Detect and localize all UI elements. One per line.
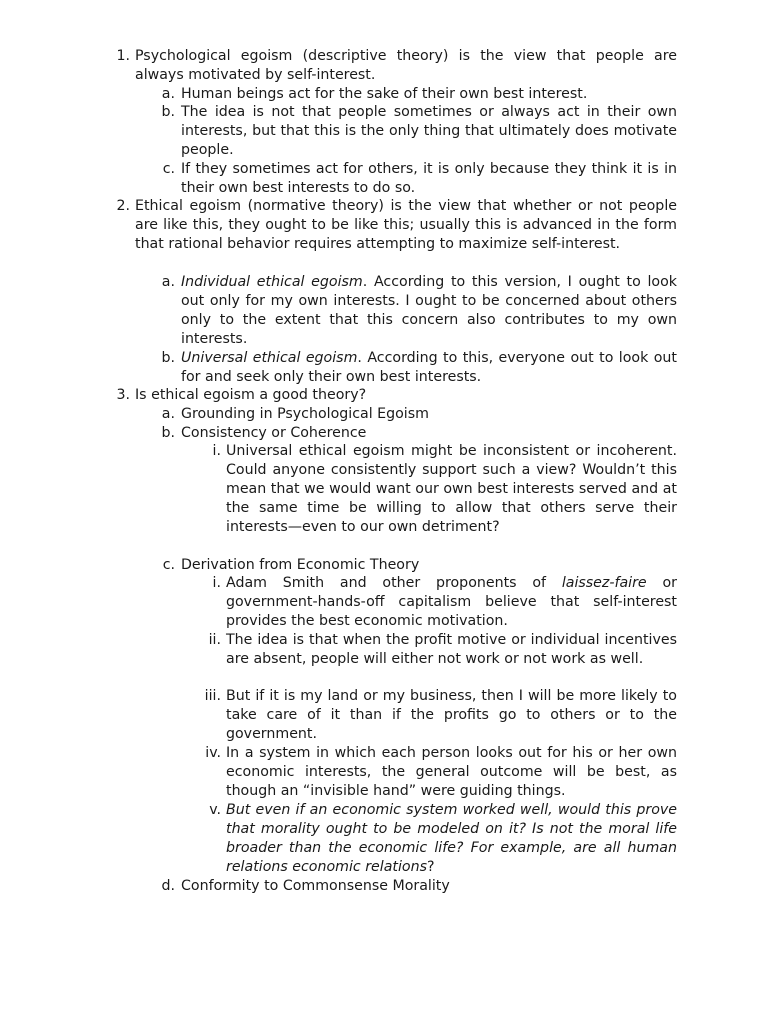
list-item xyxy=(0,273,768,347)
list-item-text: Universal ethical egoism might be inconsistent or incoherent. Could anyone consistently support such a view? Wouldn’t this mean that we would want our own best interests served and at the same time be willing to allow that others serve their interests—even to our own detriment? xyxy=(226,443,677,535)
list-item xyxy=(0,85,768,105)
list-item xyxy=(0,103,768,158)
list-item-text: Grounding in Psychological Egoism xyxy=(181,406,429,422)
list-item xyxy=(0,744,768,799)
list-item xyxy=(0,801,768,875)
list-item-text: Psychological egoism (descriptive theory) is the view that people are always motivated by self-interest. xyxy=(135,48,677,83)
list-number: 3. xyxy=(116,387,130,403)
list-letter: b. xyxy=(161,350,175,366)
list-item-text: Conformity to Commonsense Morality xyxy=(181,878,450,894)
list-item xyxy=(0,160,768,196)
list-item xyxy=(0,405,768,425)
list-item-text: In a system in which each person looks out for his or her own economic interests, the general outcome will be best, as though an “invisible hand” were guiding things. xyxy=(226,745,677,799)
list-roman: i. xyxy=(212,575,221,591)
list-item-text: If they sometimes act for others, it is only because they think it is in their own best interests to do so. xyxy=(181,161,677,196)
list-letter: a. xyxy=(161,274,175,290)
list-item-text: Consistency or Coherence xyxy=(181,425,367,441)
list-item-text xyxy=(181,349,677,387)
list-item xyxy=(0,556,768,576)
list-item-text: Human beings act for the sake of their own best interest. xyxy=(181,86,588,102)
list-letter: a. xyxy=(161,406,175,422)
list-letter: c. xyxy=(162,161,175,177)
list-number: 1. xyxy=(116,48,130,64)
list-item-text: The idea is not that people sometimes or always act in their own interests, but that this is the only thing that ultimately does motivate people. xyxy=(181,104,677,158)
list-item xyxy=(0,424,768,444)
list-item xyxy=(0,47,768,83)
list-roman: v. xyxy=(209,802,221,818)
body-text: . According to this, everyone out to look out for and seek only their own best interests. xyxy=(181,350,677,385)
list-roman: iv. xyxy=(205,745,221,761)
emphasis-text: Individual ethical egoism xyxy=(181,274,363,290)
list-item-text xyxy=(226,574,677,631)
emphasis-text: But even if an economic system worked well, would this prove that morality ought to be modeled on it? Is not the moral life broader than the economic life? For example, are all human relations economic relations xyxy=(226,802,677,875)
list-item xyxy=(0,631,768,667)
list-item xyxy=(0,687,768,742)
list-item xyxy=(0,574,768,629)
list-item xyxy=(0,349,768,385)
list-item-text: But if it is my land or my business, then I will be more likely to take care of it than if the profits go to others or to the government. xyxy=(226,688,677,742)
body-text: Adam Smith and other proponents of xyxy=(226,575,562,591)
list-letter: b. xyxy=(161,104,175,120)
list-item-text: The idea is that when the profit motive or individual incentives are absent, people will either not work or not work as well. xyxy=(226,632,677,667)
list-letter: b. xyxy=(161,425,175,441)
list-item-text xyxy=(181,273,677,349)
emphasis-text: laissez-faire xyxy=(561,575,647,591)
list-roman: ii. xyxy=(208,632,221,648)
list-item xyxy=(0,197,768,252)
list-item-text: Derivation from Economic Theory xyxy=(181,557,420,573)
body-text: or government-hands-off capitalism believe that self-interest provides the best economic motivation. xyxy=(226,575,677,629)
list-letter: c. xyxy=(162,557,175,573)
list-roman: iii. xyxy=(204,688,221,704)
list-roman: i. xyxy=(212,443,221,459)
list-item-text: Is ethical egoism a good theory? xyxy=(135,387,367,403)
list-item xyxy=(0,386,768,406)
list-number: 2. xyxy=(116,198,130,214)
list-letter: d. xyxy=(161,878,175,894)
list-item-text: Ethical egoism (normative theory) is the view that whether or not people are like this, they ought to be like this; usually this is advanced in the form that rational behavior requires attempting to maximize self-interest. xyxy=(135,198,677,252)
list-item xyxy=(0,442,768,535)
list-item-text xyxy=(226,801,677,877)
body-text: ? xyxy=(427,858,435,875)
body-text: . According to this version, I ought to look out only for my own interests. I ought to be concerned about others only to the extent that this concern also contributes to my own interests. xyxy=(181,274,677,347)
emphasis-text: Universal ethical egoism xyxy=(181,350,358,366)
list-item xyxy=(0,877,768,897)
list-letter: a. xyxy=(161,86,175,102)
